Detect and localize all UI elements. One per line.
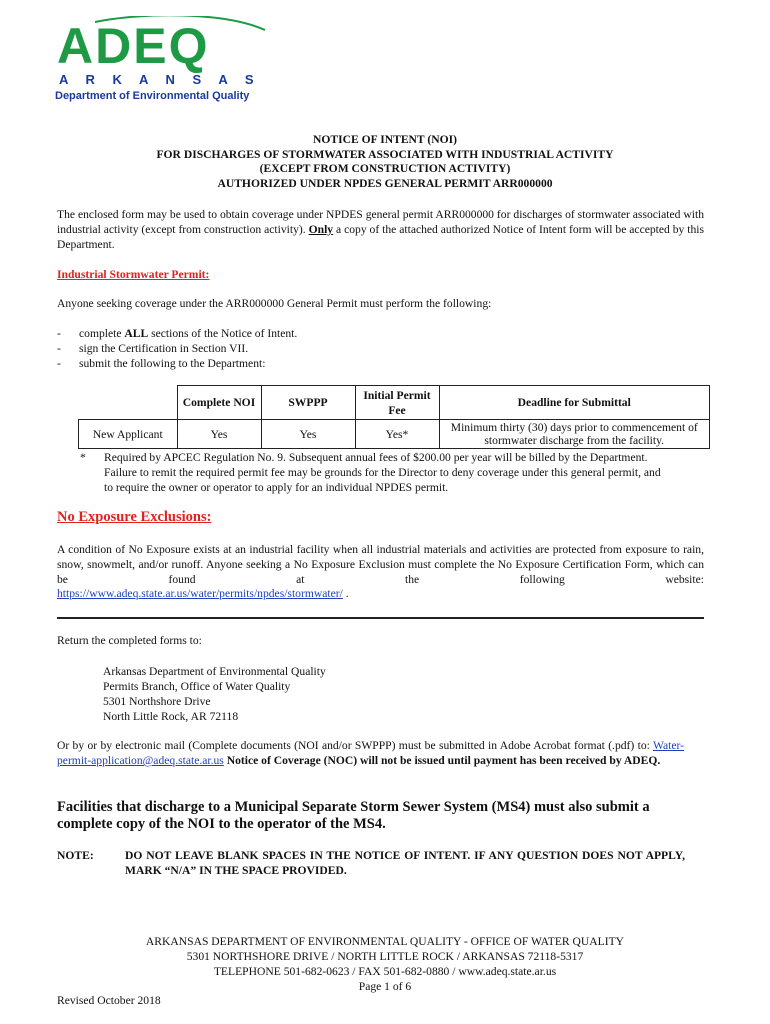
email-pre: Or by or by electronic mail (Complete documents (NOI and/or SWPPP) must be submitted in Adobe Acrobat format (.pdf) to: [57, 739, 650, 752]
noexposure-link-line [57, 586, 349, 601]
intro-paragraph [57, 207, 704, 252]
list-dash: - [57, 327, 61, 340]
table-header-deadline: Deadline for Submittal [439, 386, 710, 420]
table-cell-deadline: Minimum thirty (30) days prior to commencement of stormwater discharge from the facility. [439, 420, 710, 449]
mailing-address [103, 664, 326, 724]
table-cell-noi: Yes [177, 420, 261, 449]
table-header-fee: Initial Permit Fee [355, 386, 439, 420]
list-text: submit the following to the Department: [79, 357, 266, 370]
ms4-notice: Facilities that discharge to a Municipal Separate Storm Sewer System (MS4) must also submit a complete copy of the NOI to the operator of the MS4. [57, 799, 650, 832]
document-heading [40, 133, 730, 191]
industrial-heading: Industrial Stormwater Permit: [57, 268, 210, 281]
list-text: complete [79, 327, 125, 340]
list-text: sections of the Notice of Intent. [148, 327, 298, 340]
note-label: NOTE: [57, 849, 94, 862]
note-text: DO NOT LEAVE BLANK SPACES IN THE NOTICE OF INTENT. IF ANY QUESTION DOES NOT APPLY, MARK “N/A” IN THE SPACE PROVIDED. [125, 849, 685, 877]
revision-date: Revised October 2018 [57, 994, 161, 1007]
address-line: Arkansas Department of Environmental Quality [103, 665, 326, 678]
email-post: Notice of Coverage (NOC) will not be issued until payment has been received by ADEQ. [226, 754, 661, 767]
table-header-swppp: SWPPP [261, 386, 355, 420]
table-header-noi: Complete NOI [177, 386, 261, 420]
section-divider [57, 617, 704, 619]
heading-line-4: AUTHORIZED UNDER NPDES GENERAL PERMIT ARR000000 [217, 176, 553, 190]
heading-line-2: FOR DISCHARGES OF STORMWATER ASSOCIATED WITH INDUSTRIAL ACTIVITY [156, 147, 614, 161]
noexposure-text: A condition of No Exposure exists at an industrial facility when all industrial materials and activities are protected from exposure to rain, snow, snowmelt, and/or runoff. Anyone seeking a No Exposure Exclusion must complete the No Exposure Certification Form, which can be found at the following website: [57, 543, 704, 586]
return-lead: Return the completed forms to: [57, 634, 202, 647]
address-line: 5301 Northshore Drive [103, 695, 211, 708]
logo-brand: ADEQ [57, 18, 210, 74]
noexposure-heading: No Exposure Exclusions: [57, 509, 212, 525]
industrial-lead: Anyone seeking coverage under the ARR000000 General Permit must perform the following: [57, 297, 492, 310]
list-item [57, 341, 557, 356]
intro-text-2: a copy of the attached authorized Notice of Intent form will be accepted by this Department. [57, 223, 705, 251]
requirements-list [57, 326, 557, 371]
footer-line-1: ARKANSAS DEPARTMENT OF ENVIRONMENTAL QUALITY - OFFICE OF WATER QUALITY [145, 935, 625, 948]
list-bold: ALL [124, 327, 149, 340]
footer-line-3: TELEPHONE 501-682-0623 / FAX 501-682-0880 / www.adeq.state.ar.us [213, 965, 557, 978]
address-line: North Little Rock, AR 72118 [103, 710, 239, 723]
noexposure-after: . [345, 587, 349, 600]
list-dash: - [57, 357, 61, 370]
table-cell-applicant: New Applicant [79, 420, 178, 449]
table-cell-fee: Yes* [355, 420, 439, 449]
table-cell-swppp: Yes [261, 420, 355, 449]
logo-department: Department of Environmental Quality [55, 90, 250, 102]
intro-only: Only [308, 223, 334, 236]
table-header-row [79, 386, 710, 420]
list-dash: - [57, 342, 61, 355]
list-text: sign the Certification in Section VII. [79, 342, 249, 355]
table-header-empty [79, 386, 178, 420]
email-link[interactable]: Water-permit-application@adeq.state.ar.us [57, 739, 684, 767]
stormwater-link[interactable]: https://www.adeq.state.ar.us/water/permits/npdes/stormwater/ [57, 587, 343, 600]
address-line: Permits Branch, Office of Water Quality [103, 680, 291, 693]
heading-line-1: NOTICE OF INTENT (NOI) [313, 133, 457, 146]
footer-line-2: 5301 NORTHSHORE DRIVE / NORTH LITTLE ROCK / ARKANSAS 72118-5317 [186, 950, 584, 963]
submittal-table [78, 385, 710, 449]
adeq-logo [55, 16, 275, 106]
logo-state: A R K A N S A S [59, 72, 261, 87]
intro-text-1: The enclosed form may be used to obtain coverage under NPDES general permit ARR000000 for discharges of stormwater associated with industrial activity (except from construction activity). [57, 208, 704, 236]
list-item [57, 356, 557, 371]
email-paragraph [57, 738, 684, 768]
list-item [57, 326, 557, 341]
footnote-star: * [80, 451, 86, 464]
page-number: Page 1 of 6 [358, 980, 412, 993]
heading-line-3: (EXCEPT FROM CONSTRUCTION ACTIVITY) [259, 162, 511, 175]
footnote-text: Required by APCEC Regulation No. 9. Subsequent annual fees of $200.00 per year will be billed by the Department. Failure to remit the required permit fee may be grounds for the Director to deny coverage under this general permit, and to require the owner or operator to apply for an individual NPDES permit. [104, 451, 661, 494]
table-row [79, 420, 710, 449]
footer [40, 934, 730, 994]
